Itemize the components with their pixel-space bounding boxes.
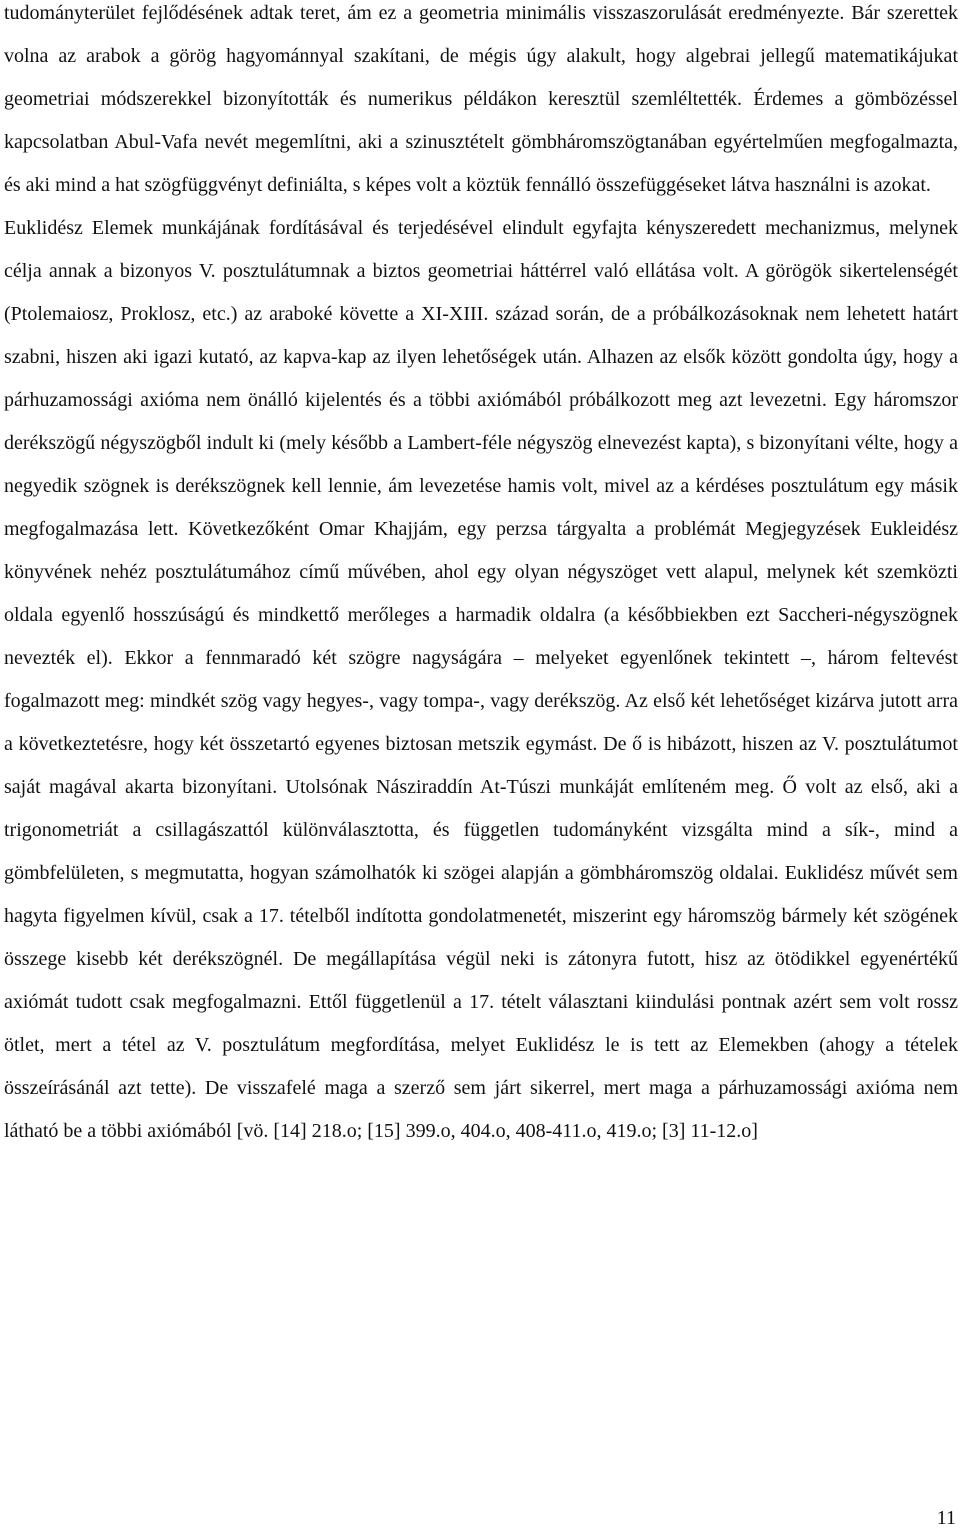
body-paragraph-2: Euklidész Elemek munkájának fordításával és terjedésével elindult egyfajta kényszeredett mechanizmus, melynek célja annak a bizonyos V. posztulátumnak a biztos geometriai háttérrel való ellátása volt. A görögök sikertelenségét (Ptolemaiosz, Proklosz, etc.) az araboké követte a XI-XIII. század során, de a próbálkozásoknak nem lehetett határt szabni, hiszen aki igazi kutató, az kapva-kap az ilyen lehetőségek után. Alhazen az elsők között gondolta úgy, hogy a párhuzamossági axióma nem önálló kijelentés és a többi axiómából próbálkozott meg azt levezetni. Egy háromszor derékszögű négyszögből indult ki (mely később a Lambert-féle négyszög elnevezést kapta), s bizonyítani vélte, hogy a negyedik szögnek is derékszögnek kell lennie, ám levezetése hamis volt, mivel az a kérdéses posztulátum egy másik megfogalmazása lett. Következőként Omar Khajjám, egy perzsa tárgyalta a problémát Megjegyzések Eukleidész könyvének nehéz posztulátumához című művében, ahol egy olyan négyszöget vett alapul, melynek két szemközti oldala egyenlő hosszúságú és mindkettő merőleges a harmadik oldalra (a későbbiekben ezt Saccheri-négyszögnek nevezték el). Ekkor a fennmaradó két szögre nagyságára – melyeket egyenlőnek tekintett –, három feltevést fogalmazott meg: mindkét szög vagy hegyes-, vagy tompa-, vagy derékszög. Az első két lehetőséget kizárva jutott arra a következtetésre, hogy két összetartó egyenes biztosan metszik egymást. De ő is hibázott, hiszen az V. posztulátumot saját magával akarta bizonyítani. Utolsónak Násziraddín At-Túszi munkáját említeném meg. Ő volt az első, aki a trigonometriát a csillagászattól különválasztotta, és független tudományként vizsgálta mind a sík-, mind a gömbfelületen, s megmutatta, hogyan számolhatók ki szögei alapján a gömbháromszög oldalai. Euklidész művét sem hagyta figyelmen kívül, csak a 17. tételből indította gondolatmenetét, miszerint egy háromszög bármely két szögének összege kisebb két derékszögnél. De megállapítása végül neki is zátonyra futott, hisz az ötödikkel egyenértékű axiómát tudott csak megfogalmazni. Ettől függetlenül a 17. tételt választani kiindulási pontnak azért sem volt rossz ötlet, mert a tétel az V. posztulátum megfordítása, melyet Euklidész le is tett az Elemekben (ahogy a tételek összeírásánál azt tette). De visszafelé maga a szerző sem járt sikerrel, mert maga a párhuzamossági axióma nem látható be a többi axiómából [vö. [14] 218.o; [15] 399.o, 404.o, 408-411.o, 419.o; [3] 11-12.o] (4, 217, 958, 1142)
body-paragraph-1: tudományterület fejlődésének adtak teret, ám ez a geometria minimális visszaszorulását eredményezte. Bár szerettek volna az arabok a görög hagyománnyal szakítani, de mégis úgy alakult, hogy algebrai jellegű matematikájukat geometriai módszerekkel bizonyították és numerikus példákon keresztül szemléltették. Érdemes a gömbözéssel kapcsolatban Abul-Vafa nevét megemlítni, aki a szinusztételt gömbháromszögtanában egyértelműen megfogalmazta, és aki mind a hat szögfüggvényt definiálta, s képes volt a köztük fennálló összefüggéseket látva használni is azokat. (4, 2, 958, 196)
page-number: 11 (936, 1507, 956, 1529)
document-page (4, 0, 958, 1153)
